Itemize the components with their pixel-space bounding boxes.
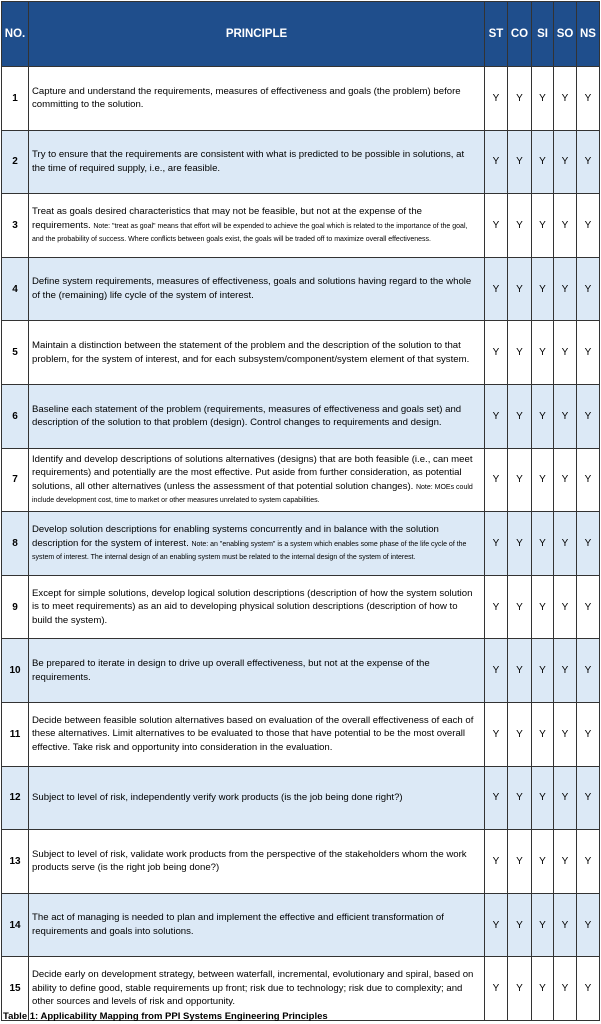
- applicability-st: Y: [485, 702, 508, 766]
- row-number: 10: [2, 639, 29, 703]
- principle-cell: [29, 130, 485, 194]
- principle-cell: [29, 830, 485, 894]
- applicability-so: Y: [554, 575, 577, 639]
- applicability-so: Y: [554, 766, 577, 830]
- applicability-co: Y: [508, 957, 532, 1021]
- principle-text: Subject to level of risk, validate work products from the perspective of the stakeholders whom the work products serve (is the right job being done?): [32, 848, 467, 874]
- applicability-ns: Y: [577, 130, 600, 194]
- table-row: [2, 702, 600, 766]
- header-no: NO.: [2, 2, 29, 67]
- applicability-si: Y: [532, 639, 554, 703]
- applicability-st: Y: [485, 384, 508, 448]
- header-ns: NS: [577, 2, 600, 67]
- table-row: [2, 893, 600, 957]
- applicability-ns: Y: [577, 639, 600, 703]
- principle-note: Note: MOEs could include development cost, time to market or other measures unrelated to system capabilities.: [32, 483, 473, 505]
- principle-cell: [29, 194, 485, 258]
- principle-cell: [29, 257, 485, 321]
- applicability-so: Y: [554, 321, 577, 385]
- table-row: [2, 830, 600, 894]
- principle-cell: [29, 321, 485, 385]
- principle-text: Decide early on development strategy, between waterfall, incremental, evolutionary and spiral, based on ability to define good, stable requirements up front; risk due to technology; risk due to complexity; and other sources and levels of risk and opportunity.: [32, 969, 474, 1008]
- table-row: [2, 639, 600, 703]
- applicability-ns: Y: [577, 766, 600, 830]
- applicability-ns: Y: [577, 384, 600, 448]
- applicability-st: Y: [485, 194, 508, 258]
- applicability-so: Y: [554, 957, 577, 1021]
- row-number: 4: [2, 257, 29, 321]
- applicability-co: Y: [508, 321, 532, 385]
- principle-cell: [29, 384, 485, 448]
- principle-note: Note: an "enabling system" is a system which enables some phase of the life cycle of the system of interest. The internal design of an enabling system must be related to the internal design of the system of interest.: [32, 540, 467, 562]
- principle-cell: [29, 512, 485, 576]
- applicability-st: Y: [485, 639, 508, 703]
- row-number: 3: [2, 194, 29, 258]
- applicability-si: Y: [532, 957, 554, 1021]
- applicability-st: Y: [485, 130, 508, 194]
- principles-table: [1, 1, 600, 1021]
- applicability-ns: Y: [577, 257, 600, 321]
- applicability-co: Y: [508, 575, 532, 639]
- principle-text: Decide between feasible solution alternatives based on evaluation of the overall effectiveness of each of these alternatives. Limit alternatives to be evaluated to those that have potential to be the most overall effective. Take risk and opportunity into consideration in the evaluation.: [32, 714, 474, 754]
- applicability-st: Y: [485, 830, 508, 894]
- applicability-ns: Y: [577, 702, 600, 766]
- applicability-so: Y: [554, 67, 577, 131]
- applicability-so: Y: [554, 830, 577, 894]
- row-number: 8: [2, 512, 29, 576]
- principle-text: Maintain a distinction between the statement of the problem and the description of the solution to that problem, for the system of interest, and for each subsystem/component/system element of that system.: [32, 340, 470, 365]
- header-row: [2, 2, 600, 67]
- header-principle: PRINCIPLE: [29, 2, 485, 67]
- row-number: 5: [2, 321, 29, 385]
- applicability-si: Y: [532, 893, 554, 957]
- principle-text: Baseline each statement of the problem (requirements, measures of effectiveness and goals set) and description of the solution to that problem (design). Control changes to requirements and design.: [32, 403, 462, 429]
- row-number: 1: [2, 67, 29, 131]
- principle-text: Treat as goals desired characteristics that may not be feasible, but not at the expense of the requirements.: [32, 206, 423, 231]
- applicability-co: Y: [508, 512, 532, 576]
- principle-cell: [29, 448, 485, 512]
- principle-cell: [29, 766, 485, 830]
- applicability-co: Y: [508, 194, 532, 258]
- applicability-st: Y: [485, 766, 508, 830]
- applicability-si: Y: [532, 702, 554, 766]
- principle-text: Define system requirements, measures of effectiveness, goals and solutions having regard to the whole of the (remaining) life cycle of the system of interest.: [32, 276, 472, 302]
- row-number: 9: [2, 575, 29, 639]
- applicability-so: Y: [554, 702, 577, 766]
- applicability-ns: Y: [577, 448, 600, 512]
- header-si: SI: [532, 2, 554, 67]
- applicability-so: Y: [554, 639, 577, 703]
- applicability-so: Y: [554, 512, 577, 576]
- principle-cell: [29, 639, 485, 703]
- principle-cell: [29, 702, 485, 766]
- applicability-si: Y: [532, 384, 554, 448]
- row-number: 15: [2, 957, 29, 1021]
- row-number: 14: [2, 893, 29, 957]
- applicability-si: Y: [532, 512, 554, 576]
- applicability-co: Y: [508, 830, 532, 894]
- applicability-si: Y: [532, 257, 554, 321]
- principle-text: Except for simple solutions, develop logical solution descriptions (description of how the system solution is to meet requirements) as an aid to developing physical solution descriptions (description of how to build the system).: [32, 587, 473, 626]
- row-number: 6: [2, 384, 29, 448]
- table-caption: Table 1: Applicability Mapping from PPI Systems Engineering Principles: [3, 1011, 328, 1022]
- applicability-si: Y: [532, 67, 554, 131]
- applicability-si: Y: [532, 830, 554, 894]
- applicability-ns: Y: [577, 575, 600, 639]
- applicability-st: Y: [485, 448, 508, 512]
- applicability-ns: Y: [577, 194, 600, 258]
- principle-text: Develop solution descriptions for enabling systems concurrently and in balance with the solution description for the system of interest.: [32, 524, 439, 549]
- applicability-st: Y: [485, 257, 508, 321]
- principle-cell: [29, 893, 485, 957]
- applicability-ns: Y: [577, 321, 600, 385]
- table-row: [2, 512, 600, 576]
- applicability-ns: Y: [577, 893, 600, 957]
- row-number: 2: [2, 130, 29, 194]
- applicability-co: Y: [508, 639, 532, 703]
- row-number: 12: [2, 766, 29, 830]
- applicability-ns: Y: [577, 512, 600, 576]
- applicability-st: Y: [485, 321, 508, 385]
- header-st: ST: [485, 2, 508, 67]
- applicability-st: Y: [485, 893, 508, 957]
- table-row: [2, 384, 600, 448]
- table-row: [2, 257, 600, 321]
- header-so: SO: [554, 2, 577, 67]
- table-body: [2, 67, 600, 1021]
- applicability-so: Y: [554, 384, 577, 448]
- applicability-ns: Y: [577, 67, 600, 131]
- applicability-si: Y: [532, 766, 554, 830]
- applicability-so: Y: [554, 448, 577, 512]
- applicability-so: Y: [554, 194, 577, 258]
- principle-cell: [29, 575, 485, 639]
- table-row: [2, 130, 600, 194]
- principle-text: Identify and develop descriptions of solutions alternatives (designs) that are both feasible (i.e., can meet requirements) and potentially are the most effective. Put aside from further consideration, as potential solutions, all other alternatives (unless the assessment of that potential solution changes).: [32, 453, 473, 492]
- table-row: [2, 194, 600, 258]
- table-row: [2, 67, 600, 131]
- principle-text: Subject to level of risk, independently verify work products (is the job being done right?): [32, 792, 403, 804]
- row-number: 7: [2, 448, 29, 512]
- table-header: [2, 2, 600, 67]
- table-row: [2, 575, 600, 639]
- applicability-st: Y: [485, 575, 508, 639]
- applicability-ns: Y: [577, 957, 600, 1021]
- applicability-st: Y: [485, 957, 508, 1021]
- principle-cell: [29, 67, 485, 131]
- principle-text: Try to ensure that the requirements are consistent with what is predicted to be possible in solutions, at the time of required supply, i.e., are feasible.: [32, 149, 465, 174]
- table-row: [2, 448, 600, 512]
- principle-text: Be prepared to iterate in design to drive up overall effectiveness, but not at the expense of the requirements.: [32, 658, 430, 683]
- applicability-co: Y: [508, 130, 532, 194]
- principle-text: Capture and understand the requirements, measures of effectiveness and goals (the problem) before committing to the solution.: [32, 85, 461, 111]
- applicability-so: Y: [554, 257, 577, 321]
- principle-note: Note: "treat as goal" means that effort will be expended to achieve the goal which is related to the importance of the goal, and the probability of success. Where conflicts between goals exist, the goals will be traded off to maximize overall effectiveness.: [32, 222, 468, 244]
- applicability-si: Y: [532, 575, 554, 639]
- applicability-co: Y: [508, 766, 532, 830]
- applicability-co: Y: [508, 67, 532, 131]
- applicability-st: Y: [485, 512, 508, 576]
- row-number: 11: [2, 702, 29, 766]
- applicability-si: Y: [532, 130, 554, 194]
- applicability-co: Y: [508, 448, 532, 512]
- applicability-co: Y: [508, 702, 532, 766]
- principle-text: The act of managing is needed to plan and implement the effective and efficient transformation of requirements and goals into solutions.: [32, 912, 444, 938]
- header-co: CO: [508, 2, 532, 67]
- applicability-si: Y: [532, 194, 554, 258]
- applicability-ns: Y: [577, 830, 600, 894]
- table-row: [2, 321, 600, 385]
- applicability-co: Y: [508, 384, 532, 448]
- applicability-si: Y: [532, 321, 554, 385]
- applicability-so: Y: [554, 130, 577, 194]
- applicability-co: Y: [508, 257, 532, 321]
- applicability-co: Y: [508, 893, 532, 957]
- row-number: 13: [2, 830, 29, 894]
- table-row: [2, 766, 600, 830]
- applicability-so: Y: [554, 893, 577, 957]
- applicability-si: Y: [532, 448, 554, 512]
- applicability-st: Y: [485, 67, 508, 131]
